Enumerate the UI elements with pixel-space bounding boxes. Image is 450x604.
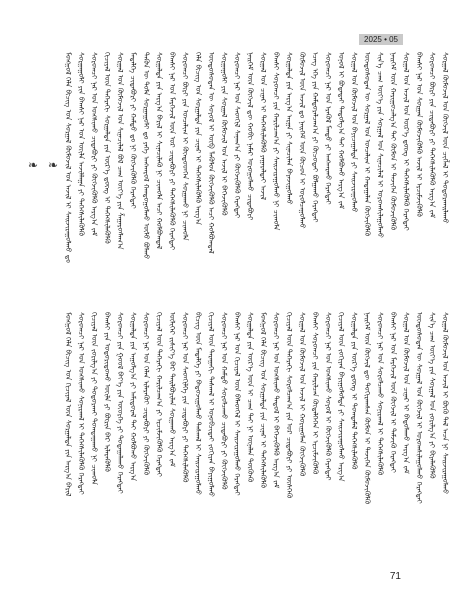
text-column: ᠮᠡᠳᠡᠯᠭᠡ ᠴᠢᠳᠠᠪᠤᠷᠢ ᠶᠢ ᠬᠠᠮᠲᠤ ᠳᠤ ᠨᠢ ᠬᠥᠭᠵᠢᠭᠦᠯᠬᠦ ᠬᠡᠷᠡᠭᠲᠡᠢ bbox=[129, 52, 138, 209]
text-column: ᠬᠦᠮᠦᠵᠢᠯ ᠦᠨ ᠠᠵᠢᠯ ᠳᠤ ᠨᠡᠢᠭᠡᠮ ᠦᠨ ᠬᠦᠴᠦᠨ ᠢ ᠣᠷᠤᠯᠴᠠᠭᠤᠯᠬᠤ bbox=[298, 52, 307, 229]
title-ornament-icon: ❧ bbox=[26, 158, 40, 172]
title-ornament-icon: ❧ bbox=[46, 158, 60, 172]
text-column: ᠡᠴᠡᠭ ᠡᠬᠡ ᠶᠢᠨ ᠬᠠᠮᠲᠤᠷᠠᠯᠴᠠᠭ᠎ᠠ ᠶᠢ ᠬᠦᠴᠦᠲᠡᠢ ᠪᠣᠯᠭᠠᠬᠤ ᠬᠡᠷᠡᠭᠲᠡᠢ bbox=[311, 52, 320, 223]
text-column: ᠰᠤᠷᠤᠭᠴᠢ ᠪᠦᠷᠢ ᠶᠢᠨ ᠣᠨᠴᠠᠯᠢᠭ ᠢ ᠬᠦᠨᠳᠦᠳᠬᠡᠨ ᠰᠤᠷᠭᠠᠬᠤ ᠨᠢ ᠴᠢᠬᠤᠯᠠ bbox=[181, 52, 190, 241]
text-column: ᠦᠨᠳᠦᠰᠦᠲᠡᠨ ᠦ ᠰᠤᠷᠭᠠᠯ ᠤᠨ ᠣᠨᠴᠠᠯᠢᠭ ᠢ ᠬᠠᠳᠠᠭᠠᠯᠠᠨ ᠬᠥᠭᠵᠢᠭᠦᠯᠬᠦ bbox=[363, 52, 372, 237]
text-column: ᠪᠠᠭᠰᠢ ᠰᠤᠷᠤᠭᠴᠢ ᠶᠢᠨ ᠬᠠᠷᠢᠯᠴᠠᠨ ᠬᠥᠳᠡᠯᠭᠡᠭᠡᠨ ᠢ ᠡᠷᠴᠢᠮᠵᠢᠭᠦᠯᠬᠦ bbox=[311, 312, 320, 475]
text-column: ᠪᠠᠭᠰᠢ ᠰᠤᠷᠤᠭᠴᠢ ᠶᠢᠨ ᠬᠠᠷᠢᠯᠴᠠᠭ᠎ᠠ ᠶᠢ ᠰᠠᠢᠵᠢᠷᠠᠭᠤᠯᠬᠤ ᠨᠢ ᠴᠢᠬᠤᠯᠠ bbox=[272, 52, 281, 231]
text-column: ᠬᠡᠯᠡ ᠪᠢᠴᠢᠭ᠌ ᠤᠨ ᠰᠤᠷᠭᠠᠯᠲᠠ ᠶᠢᠨ ᠴᠢᠨᠠᠷ ᠢ ᠳᠡᠭᠡᠭᠰᠢᠯᠡᠭᠦᠯᠬᠦ ᠠᠷᠭ᠎ᠠ bbox=[194, 52, 203, 226]
text-column: ᠦᠯᠢᠭᠡᠷ ᠵᠢᠱᠢᠶ᠎ᠡ ᠪᠡᠷ ᠲᠠᠢᠯᠪᠤᠷᠢᠯᠠᠨ ᠰᠤᠷᠭᠠᠬᠤ ᠠᠷᠭ᠎ᠠ ᠵᠠᠮ bbox=[168, 312, 177, 467]
text-column: ᠰᠤᠷᠤᠭᠴᠢ ᠪᠦᠷᠢ ᠶᠢᠨ ᠴᠢᠳᠠᠪᠤᠷᠢ ᠶᠢ ᠳᠡᠭᠡᠭᠰᠢᠯᠡᠭᠦᠯᠬᠦ ᠠᠷᠭ᠎ᠠ ᠵᠠᠮ bbox=[428, 52, 437, 219]
text-block-top bbox=[64, 52, 450, 306]
text-column: ᠰᠤᠷᠤᠭᠴᠢ ᠨᠠᠷ ᠤᠨ ᠤᠩᠰᠢᠬᠤ ᠳᠠᠳᠤᠯ ᠢ ᠪᠡᠬᠡᠵᠢᠭᠦᠯᠬᠦ ᠠᠷᠭ᠎ᠠ ᠵᠠᠮ bbox=[272, 312, 281, 489]
text-column: ᠰᠤᠷᠭᠠᠯᠲᠠ ᠶᠢᠨ ᠠᠷᠭ᠎ᠠ ᠠᠷᠭᠠ ᠶᠢ ᠰᠢᠨᠡᠴᠢᠯᠡᠨ ᠪᠠᠶᠠᠵᠢᠭᠤᠯᠬᠤ bbox=[285, 52, 294, 205]
text-column: ᠰᠤᠷᠭᠠᠯ ᠤᠨ ᠠᠵᠢᠯ ᠤᠨ ᠦᠷ᠎ᠡ ᠳ᠋ᠦᠩ ᠢ ᠳᠡᠭᠡᠭᠰᠢᠯᠡᠭᠦᠯᠬᠦ ᠬᠡᠷᠡᠭᠲᠡᠢ bbox=[402, 52, 411, 231]
text-column: ᠰᠢᠨ᠎ᠡ ᠴᠠᠭ ᠦᠶ᠎ᠡ ᠶᠢᠨ ᠰᠤᠷᠭᠠᠯ ᠤᠨ ᠰᠢᠨᠡᠴᠢᠯᠡᠯ ᠢ ᠤᠷᠤᠭᠰᠢᠯᠠᠭᠤᠯᠬᠤ bbox=[376, 52, 385, 238]
text-column: ᠰᠤᠷᠭᠠᠯᠲᠠ ᠶᠢᠨ ᠠᠷᠭ᠎ᠠ ᠪᠠᠷᠢᠯ ᠢ ᠰᠢᠨᠡᠴᠢᠯᠡᠬᠦ ᠨᠢ ᠴᠢᠬᠤᠯᠠ ᠠᠴᠢ ᠬᠣᠯᠪᠣᠭᠳᠠᠯ bbox=[155, 52, 164, 250]
text-column: ᠪᠠᠭᠰᠢ ᠨᠠᠷ ᠤᠨ ᠰᠤᠷᠭᠠᠨ ᠬᠦᠮᠦᠵᠢᠭᠦᠯᠬᠦ ᠠᠵᠢᠯ ᠢ ᠡᠷᠴᠢᠮᠵᠢᠭᠦᠯᠬᠦ bbox=[415, 52, 424, 217]
page-number: 71 bbox=[389, 571, 401, 582]
text-column: ᠰᠤᠷᠤᠭᠴᠢ ᠨᠠᠷ ᠤᠨ ᠤᠩᠰᠢᠬᠤ ᠰᠣᠶᠤᠯ ᠢ ᠬᠥᠭᠵᠢᠭᠦᠯᠬᠦ ᠬᠡᠷᠡᠭᠲᠡᠢ bbox=[324, 312, 333, 481]
text-column: ᠰᠤᠷᠭᠠᠯ ᠤᠨ ᠬᠦᠮᠦᠵᠢᠯ ᠤᠨ ᠠᠵᠢᠯ ᠢ ᠬᠣᠷᠢᠭᠤᠯᠠᠨ ᠬᠥᠭᠵᠢᠭᠦᠯᠬᠦ bbox=[298, 312, 307, 477]
text-column: ᠰᠤᠷᠭᠠᠭᠤᠯᠢ ᠶᠢᠨ ᠰᠤᠷᠭᠠᠯ ᠬᠦᠮᠦᠵᠢᠯ ᠤᠨ ᠠᠵᠢᠯ ᠢ ᠪᠡᠬᠡᠵᠢᠭᠦᠯᠬᠦ bbox=[220, 52, 229, 216]
text-column: ᠰᠤᠷᠭᠠᠯ ᠬᠦᠮᠦᠵᠢᠯ ᠤᠨ ᠬᠥᠭᠵᠢᠯ ᠦᠨ ᠴᠢᠭᠯᠡᠯ ᠢ ᠲᠣᠳᠤᠷᠬᠠᠢᠯᠠᠬᠤ bbox=[441, 52, 450, 224]
text-column: ᠲᠡᠭᠦᠨ ᠦ ᠲᠤᠯᠠ ᠰᠤᠷᠭᠠᠭᠤᠯᠢ ᠳᠤ ᠶᠡᠬᠡ ᠠᠩᠬᠠᠷᠤᠯ ᠬᠠᠨᠳᠤᠭᠤᠯᠬᠤ ᠦᠯᠦ ᠪᠣᠯᠬᠤ bbox=[142, 52, 151, 260]
text-column: ᠬᠢᠴᠢᠶᠡᠯ ᠦᠨ ᠳᠡᠭᠡᠷᠡᠬᠢ ᠬᠠᠷᠢᠯᠴᠠᠭ᠎ᠠ ᠶᠢ ᠡᠷᠴᠢᠮᠵᠢᠭᠦᠯᠬᠦ ᠬᠡᠷᠡᠭᠲᠡᠢ bbox=[155, 312, 164, 477]
text-column: ᠰᠤᠷᠭᠠᠭᠤᠯᠢ ᠶᠢᠨ ᠪᠠᠭᠰᠢ ᠨᠠᠷ ᠤᠨ ᠦᠢᠯᠡ ᠠᠵᠢᠯᠯᠠᠭᠠ ᠶᠢ ᠳᠡᠭᠡᠭᠰᠢᠯᠡᠭᠦᠯᠬᠦ bbox=[77, 52, 86, 237]
text-column: ᠰᠤᠷᠤᠭᠴᠢ ᠶᠢᠨ ᠭᠣᠣᠯ ᠪᠡᠶ᠎ᠡ ᠶᠢᠨ ᠦᠦᠷᠭᠡ ᠶᠢ ᠳᠤᠲᠠᠭᠠᠯᠠᠬᠤ ᠬᠡᠷᠡᠭᠲᠡᠢ bbox=[116, 312, 125, 494]
text-column: ᠪᠠᠭᠰᠢ ᠶᠢᠨ ᠤᠳᠤᠷᠢᠳᠤᠬᠤ ᠦᠢᠯᠡ ᠶᠢ ᠪᠦᠷᠢᠨ ᠪᠡᠷ ᠢᠯᠡᠷᠡᠭᠦᠯᠬᠦ bbox=[103, 312, 112, 472]
issue-badge: 2025 • 05 bbox=[359, 34, 403, 45]
text-column: ᠨᠡᠢᠭᠡᠮ ᠦᠨ ᠬᠥᠭᠵᠢᠯ ᠳᠦ ᠬᠤᠪᠢ ᠨᠡᠮᠡᠷ ᠣᠷᠤᠭᠤᠯᠬᠤ ᠴᠢᠳᠠᠪᠤᠷᠢ bbox=[246, 52, 255, 221]
text-column: ᠰᠤᠷᠭᠠᠯᠲᠠ ᠶᠢᠨ ᠦᠷ᠎ᠡ ᠳ᠋ᠦᠩ ᠢ ᠲᠣᠭᠲᠠᠮᠠᠯ ᠳᠡᠭᠡᠭᠰᠢᠯᠡᠭᠦᠯᠬᠦ bbox=[350, 312, 359, 470]
text-column: ᠰᠤᠷᠭᠠᠯᠲᠠ ᠶᠢᠨ ᠠᠭᠤᠯᠭ᠎ᠠ ᠶᠢ ᠠᠮᠢᠳᠤᠷᠠᠯ ᠲᠠᠢ ᠬᠣᠯᠪᠣᠬᠤ ᠠᠷᠭ᠎ᠠ bbox=[129, 312, 138, 482]
text-column: ᠪᠠᠭᠰᠢ ᠨᠠᠷ ᠤᠨ ᠬᠢᠴᠢᠶᠡᠯ ᠦᠨ ᠪᠡᠯᠡᠳᠬᠡᠯ ᠢ ᠰᠠᠢᠵᠢᠷᠠᠭᠤᠯᠬᠤ ᠬᠡᠷᠡᠭᠲᠡᠢ bbox=[233, 312, 242, 496]
text-column: ᠨᠡᠢᠭᠡᠮ ᠦᠨ ᠬᠠᠷᠢᠭᠤᠴᠠᠯᠭ᠎ᠠ ᠲᠠᠢ ᠬᠦᠮᠦᠨ ᠢ ᠲᠡᠵᠢᠭᠡᠨ ᠬᠥᠮᠦᠵᠢᠭᠦᠯᠬᠦ bbox=[389, 52, 398, 231]
text-column: ᠬᠢᠴᠢᠶᠡᠯ ᠦᠨ ᠳᠠᠷᠠᠭᠠᠬᠢ ᠳᠠᠰᠬᠠᠯ ᠢ ᠣᠨᠣᠪᠴᠢᠲᠠᠢ ᠵᠣᠬᠢᠶᠠᠨ ᠪᠠᠶᠢᠭᠤᠯᠬᠤ bbox=[207, 312, 216, 497]
text-column: ᠪᠠᠭᠰᠢ ᠨᠠᠷ ᠤᠨ ᠮᠡᠷᠭᠡᠵᠢᠯ ᠦᠨ ᠤᠷ ᠴᠢᠳᠠᠪᠤᠷᠢ ᠶᠢ ᠳᠡᠭᠡᠭᠰᠢᠯᠡᠭᠦᠯᠬᠦ ᠬᠡᠷᠡᠭᠲᠡᠢ bbox=[168, 52, 177, 251]
text-column: ᠰᠤᠷᠭᠠᠯ ᠬᠦᠮᠦᠵᠢᠯ ᠤᠨ ᠠᠵᠢᠯ ᠢ ᠪᠦᠬᠦ ᠲᠠᠯ ᠠᠴᠠ ᠨᠢ ᠰᠠᠢᠵᠢᠷᠠᠭᠤᠯᠬᠤ bbox=[441, 312, 450, 495]
text-column: ᠰᠤᠷᠭᠠᠯ ᠤᠨ ᠴᠢᠨᠠᠷ ᠢ ᠳᠡᠭᠡᠭᠰᠢᠯᠡᠭᠦᠯᠬᠦ ᠶᠠᠭᠠᠷᠠᠯᠲᠠᠢ ᠠᠵᠢᠯ bbox=[259, 52, 268, 201]
text-column: ᠮᠣᠩᠭᠣᠯ ᠬᠡᠯᠡ ᠪᠢᠴᠢᠭ᠌ ᠤᠨ ᠬᠢᠴᠢᠶᠡᠯ ᠦᠨ ᠰᠤᠷᠭᠠᠯᠲᠠ ᠶᠢᠨ ᠠᠷᠭ᠎ᠠ ᠪᠠᠷᠢᠯ bbox=[64, 312, 73, 497]
text-column: ᠦᠨᠳᠦᠰᠦᠲᠡᠨ ᠦ ᠰᠤᠷᠭᠠᠯ ᠤᠨ ᠬᠥᠭᠵᠢᠯ ᠢ ᠤᠷᠤᠭᠰᠢᠯᠠᠭᠤᠯᠬᠤ ᠬᠡᠷᠡᠭᠲᠡᠢ bbox=[415, 312, 424, 504]
text-column: ᠰᠢᠨ᠎ᠡ ᠴᠠᠭ ᠦᠶ᠎ᠡ ᠶᠢᠨ ᠰᠤᠷᠭᠠᠯ ᠤᠨ ᠵᠣᠷᠢᠯᠭ᠎ᠠ ᠶᠢ ᠪᠢᠶᠡᠯᠡᠭᠦᠯᠬᠦ bbox=[428, 312, 437, 479]
text-column: ᠰᠤᠷᠤᠭᠴᠢ ᠨᠠᠷ ᠤᠨ ᠬᠡᠯᠡᠨ ᠢᠯᠡᠷᠡᠬᠦᠢ ᠴᠢᠳᠠᠪᠤᠷᠢ ᠶᠢ ᠬᠥᠭᠵᠢᠭᠦᠯᠬᠦ bbox=[142, 312, 151, 476]
section-title bbox=[26, 100, 60, 230]
text-column: ᠰᠤᠷᠤᠭᠴᠢ ᠨᠠᠷ ᠤᠨ ᠰᠡᠳᠬᠢᠯᠭᠡ ᠶᠢᠨ ᠴᠢᠳᠠᠪᠤᠷᠢ ᠶᠢ ᠳᠡᠭᠡᠭᠰᠢᠯᠡᠭᠦᠯᠬᠦ bbox=[181, 312, 190, 483]
text-column: ᠰᠤᠷᠤᠭᠴᠢ ᠨᠠᠷ ᠤᠨ ᠡᠷᠡᠭᠦᠯ ᠮᠡᠨᠳᠦ ᠶᠢ ᠠᠩᠬᠠᠷᠬᠤ ᠬᠡᠷᠡᠭᠲᠡᠢ bbox=[324, 52, 333, 205]
text-block-bottom bbox=[64, 312, 450, 562]
text-column: ᠬᠢᠴᠢᠶᠡᠯ ᠦᠨ ᠵᠣᠬᠢᠶᠠᠨ ᠪᠠᠶᠢᠭᠤᠯᠤᠯᠲᠠ ᠶᠢ ᠰᠠᠢᠵᠢᠷᠠᠭᠤᠯᠬᠤ ᠠᠷᠭ᠎ᠠ bbox=[337, 312, 346, 482]
text-column: ᠰᠤᠷᠤᠭᠴᠢ ᠨᠠᠷ ᠤᠨ ᠤᠩᠰᠢᠬᠤ ᠰᠣᠨᠢᠷᠬᠠᠯ ᠢ ᠳᠡᠭᠡᠭᠰᠢᠯᠡᠭᠦᠯᠬᠦ ᠬᠡᠷᠡᠭᠲᠡᠢ bbox=[77, 312, 86, 495]
text-column: ᠬᠢᠴᠢᠶᠡᠯ ᠦᠨ ᠵᠣᠷᠢᠯᠭ᠎ᠠ ᠶᠢ ᠲᠣᠳᠤᠷᠬᠠᠢ ᠲᠣᠭᠲᠠᠭᠠᠬᠤ ᠨᠢ ᠴᠢᠬᠤᠯᠠ bbox=[90, 312, 99, 485]
text-column: ᠰᠤᠷᠭᠠᠯ ᠤᠨ ᠬᠦᠮᠦᠵᠢᠯ ᠤᠨ ᠴᠢᠨᠠᠷ ᠢ ᠪᠠᠲᠤᠯᠠᠬᠤ ᠠᠷᠭ᠎ᠠ ᠵᠠᠮ bbox=[402, 312, 411, 474]
text-column: ᠨᠡᠢᠭᠡᠮ ᠦᠨ ᠬᠥᠭᠵᠢᠯ ᠳᠦ ᠲᠣᠬᠢᠷᠠᠭᠰᠠᠨ ᠬᠦᠮᠦᠨ ᠢ ᠲᠡᠵᠢᠭᠡᠨ ᠬᠥᠮᠦᠵᠢᠭᠦᠯᠬᠦ bbox=[363, 312, 372, 505]
text-column: ᠬᠢᠴᠢᠶᠡᠯ ᠦᠨ ᠳᠡᠭᠡᠷᠡᠬᠢ ᠰᠤᠷᠭᠠᠯᠲᠠ ᠶᠢᠨ ᠦᠷ᠎ᠡ ᠳ᠋ᠦᠩ ᠢ ᠳᠡᠭᠡᠭᠰᠢᠯᠡᠭᠦᠯᠬᠦ bbox=[103, 52, 112, 244]
text-column: ᠦᠨᠳᠦᠰᠦᠲᠡᠨ ᠦ ᠰᠤᠶᠤᠯ ᠢ ᠥᠪ ᠯᠡᠭᠦᠯᠦᠨ ᠬᠥᠭᠵᠢᠭᠦᠯᠬᠦ ᠠᠴᠢ ᠬᠣᠯᠪᠣᠭᠳᠠᠯ bbox=[207, 52, 216, 254]
text-column: ᠰᠤᠷᠭᠠᠯ ᠤᠨ ᠬᠦᠮᠦᠵᠢᠯ ᠤᠨ ᠪᠠᠶᠢᠴᠠᠭᠠᠯᠲᠠ ᠶᠢ ᠰᠠᠢᠵᠢᠷᠠᠭᠤᠯᠬᠤ bbox=[350, 52, 359, 213]
text-column: ᠰᠤᠷᠤᠭᠴᠢ ᠨᠠᠷ ᠤᠨ ᠤᠩᠰᠢᠬᠤ ᠴᠢᠳᠠᠪᠤᠷᠢ ᠶᠢ ᠬᠥᠭᠵᠢᠭᠦᠯᠬᠦ ᠠᠷᠭ᠎ᠠ ᠵᠠᠮ bbox=[90, 52, 99, 237]
text-column: ᠮᠣᠩᠭᠣᠯ ᠬᠡᠯᠡ ᠪᠢᠴᠢᠭ᠌ ᠤᠨ ᠰᠤᠷᠭᠠᠯᠲᠠ ᠶᠢᠨ ᠴᠢᠨᠠᠷ ᠢ ᠳᠡᠭᠡᠭᠰᠢᠯᠡᠭᠦᠯᠬᠦ bbox=[259, 312, 268, 489]
text-column: ᠰᠤᠷᠤᠭᠴᠢ ᠨᠠᠷ ᠤᠨ ᠰᠤᠷᠤᠯᠴᠠᠬᠤ ᠰᠣᠨᠢᠷᠬᠠᠯ ᠢ ᠳᠡᠭᠡᠭᠰᠢᠯᠡᠭᠦᠯᠬᠦ bbox=[376, 312, 385, 476]
text-column: ᠰᠤᠷᠭᠠᠯᠲᠠ ᠶᠢᠨ ᠦᠷ᠎ᠡ ᠦᠨ ᠢ ᠴᠠᠭ ᠲᠠᠢ ᠨᠢ ᠦᠨᠡᠯᠡᠨ ᠳᠦᠭᠦᠨᠬᠦ bbox=[246, 312, 255, 483]
section-title-text bbox=[42, 120, 44, 210]
text-column: ᠬᠢᠴᠢᠶᠡᠯ ᠦᠨ ᠳᠡᠭᠡᠷᠡᠬᠢ ᠰᠤᠷᠤᠯᠴᠠᠭ᠎ᠠ ᠶᠢᠨ ᠤᠷ ᠴᠢᠳᠠᠪᠤᠷᠢ ᠶᠢ ᠥᠰᠬᠡᠬᠦ bbox=[285, 312, 294, 499]
text-column: ᠰᠤᠷᠤᠭᠴᠢ ᠨᠠᠷ ᠤᠨ ᠬᠠᠮᠲᠤ ᠰᠤᠷᠤᠯᠴᠠᠬᠤ ᠴᠢᠳᠠᠪᠤᠷᠢ ᠶᠢ ᠬᠥᠭᠵᠢᠭᠦᠯᠬᠦ bbox=[220, 312, 229, 490]
text-column: ᠪᠠᠭᠰᠢ ᠨᠠᠷ ᠤᠨ ᠮᠡᠷᠭᠡᠵᠢᠯ ᠦᠨ ᠬᠥᠭᠵᠢᠯ ᠢ ᠳᠡᠮᠵᠢᠬᠦ ᠬᠡᠷᠡᠭᠲᠡᠢ bbox=[389, 312, 398, 473]
text-column: ᠮᠣᠩᠭᠣᠯ ᠬᠡᠯᠡ ᠪᠢᠴᠢᠭ᠌ ᠤᠨ ᠰᠤᠷᠭᠠᠯ ᠬᠦᠮᠦᠵᠢᠯ ᠤᠨ ᠠᠵᠢᠯ ᠢ ᠰᠠᠢᠵᠢᠷᠠᠭᠤᠯᠬᠤ ᠳᠤ bbox=[64, 52, 73, 263]
text-column: ᠣᠨᠣᠯ ᠢ ᠪᠣᠳᠠᠳᠠᠢ ᠳᠠᠳᠤᠯᠭ᠎ᠠ ᠲᠠᠢ ᠬᠣᠯᠪᠣᠬᠤ ᠠᠷᠭ᠎ᠠ ᠵᠠᠮ bbox=[337, 52, 346, 210]
text-column: ᠰᠤᠷᠤᠭᠴᠢ ᠨᠠᠷ ᠤᠨ ᠰᠡᠳᠬᠢᠯ ᠰᠠᠨᠠᠭ᠎ᠠ ᠶᠢ ᠬᠥᠭᠵᠢᠭᠦᠯᠬᠦ ᠬᠡᠷᠡᠭᠲᠡᠢ bbox=[233, 52, 242, 219]
text-column: ᠪᠢᠴᠢᠭ᠌ ᠦᠨ ᠮᠡᠳᠡᠯᠭᠡ ᠶᠢ ᠪᠠᠲᠤᠵᠢᠭᠤᠯᠬᠤ ᠳᠠᠰᠬᠠᠯ ᠢ ᠰᠠᠢᠵᠢᠷᠠᠭᠤᠯᠬᠤ bbox=[194, 312, 203, 495]
text-column: ᠰᠤᠷᠭᠠᠯ ᠤᠨ ᠬᠦᠮᠦᠵᠢᠯ ᠤᠨ ᠰᠢᠨᠡᠴᠢᠯᠡᠯ ᠪᠣᠯ ᠴᠠᠭ ᠦᠶ᠎ᠡ ᠶᠢᠨ ᠱᠠᠭᠠᠷᠳᠯᠠᠭ᠎ᠠ bbox=[116, 52, 125, 250]
